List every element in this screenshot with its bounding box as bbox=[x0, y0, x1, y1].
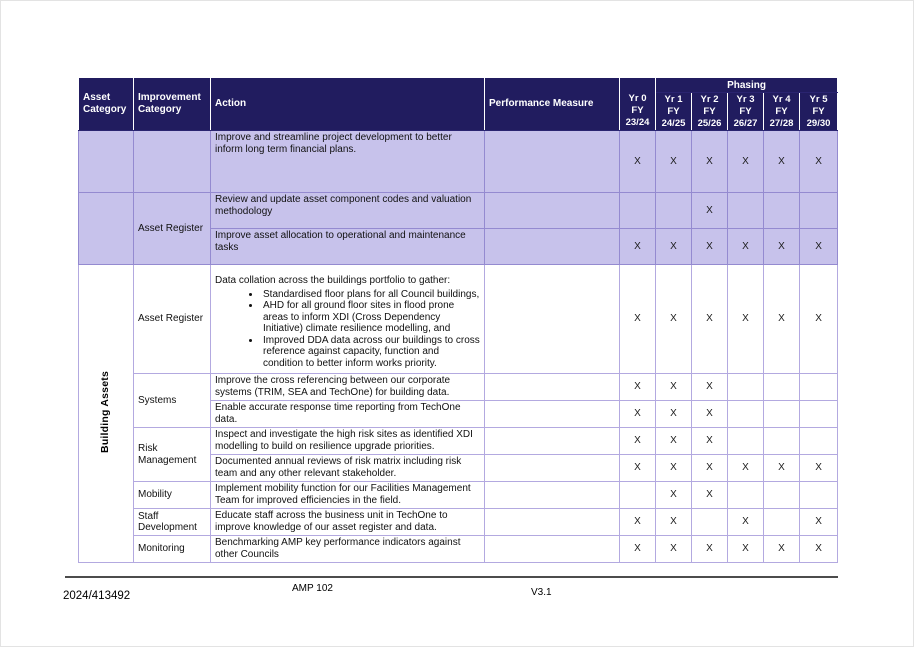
performance-measure-cell bbox=[485, 428, 620, 455]
year-label-line: Yr 2 bbox=[700, 93, 719, 105]
phasing-mark-cell: X bbox=[620, 265, 656, 374]
col-header-yr4 bbox=[764, 93, 800, 131]
phasing-mark-cell bbox=[764, 428, 800, 455]
action-cell: Improve asset allocation to operational and maintenance tasks bbox=[211, 229, 485, 265]
phasing-mark-cell: X bbox=[656, 509, 692, 536]
phasing-mark-cell: X bbox=[692, 455, 728, 482]
phasing-mark-cell: X bbox=[764, 265, 800, 374]
phasing-mark-cell bbox=[800, 428, 838, 455]
col-header-action: Action bbox=[211, 78, 485, 131]
col-header-yr3 bbox=[728, 93, 764, 131]
performance-measure-cell bbox=[485, 265, 620, 374]
performance-measure-cell bbox=[485, 131, 620, 193]
asset-category-cell-building-assets bbox=[79, 265, 134, 563]
asset-category-cell bbox=[79, 131, 134, 193]
improvement-category-cell: Mobility bbox=[134, 482, 211, 509]
phasing-mark-cell bbox=[728, 482, 764, 509]
action-cell: Inspect and investigate the high risk sites as identified XDI modelling to build on resilience upgrade priorities. bbox=[211, 428, 485, 455]
col-header-asset-category: Asset Category bbox=[79, 78, 134, 131]
col-header-yr0 bbox=[620, 78, 656, 131]
phasing-mark-cell: X bbox=[620, 455, 656, 482]
year-label-line: 26/27 bbox=[733, 117, 758, 129]
phasing-mark-cell: X bbox=[728, 509, 764, 536]
action-cell: Documented annual reviews of risk matrix including risk team and any other relevant stakeholder. bbox=[211, 455, 485, 482]
phasing-mark-cell bbox=[764, 374, 800, 401]
phasing-mark-cell bbox=[620, 482, 656, 509]
phasing-mark-cell bbox=[728, 401, 764, 428]
footer-rule bbox=[65, 576, 838, 578]
year-label-line: FY bbox=[739, 105, 752, 117]
year-label-line: FY bbox=[631, 105, 644, 116]
col-header-performance-measure: Performance Measure bbox=[485, 78, 620, 131]
phasing-mark-cell: X bbox=[656, 265, 692, 374]
year-label-line: FY bbox=[667, 105, 680, 117]
improvement-category-cell: Staff Development bbox=[134, 509, 211, 536]
year-label-line: 23/24 bbox=[625, 117, 650, 128]
year-label-line: FY bbox=[775, 105, 788, 117]
action-cell: Benchmarking AMP key performance indicators against other Councils bbox=[211, 536, 485, 563]
action-bullet-list bbox=[215, 289, 480, 370]
phasing-mark-cell: X bbox=[800, 455, 838, 482]
phasing-mark-cell: X bbox=[656, 401, 692, 428]
improvement-category-cell: Monitoring bbox=[134, 536, 211, 563]
footer-doc-number: 2024/413492 bbox=[63, 590, 131, 602]
phasing-mark-cell: X bbox=[764, 229, 800, 265]
phasing-mark-cell: X bbox=[620, 536, 656, 563]
performance-measure-cell bbox=[485, 229, 620, 265]
action-cell bbox=[211, 265, 485, 374]
footer-version: V3.1 bbox=[531, 587, 552, 598]
action-cell: Review and update asset component codes and valuation methodology bbox=[211, 193, 485, 229]
phasing-mark-cell: X bbox=[800, 229, 838, 265]
col-header-yr2 bbox=[692, 93, 728, 131]
year-label-line: FY bbox=[812, 105, 825, 117]
col-header-yr1 bbox=[656, 93, 692, 131]
phasing-mark-cell bbox=[800, 374, 838, 401]
improvement-category-cell: Asset Register bbox=[134, 265, 211, 374]
phasing-mark-cell bbox=[800, 482, 838, 509]
phasing-mark-cell: X bbox=[620, 374, 656, 401]
performance-measure-cell bbox=[485, 401, 620, 428]
phasing-mark-cell: X bbox=[656, 482, 692, 509]
phasing-mark-cell: X bbox=[692, 131, 728, 193]
year-label-line: Yr 3 bbox=[736, 93, 755, 105]
performance-measure-cell bbox=[485, 509, 620, 536]
phasing-mark-cell: X bbox=[620, 131, 656, 193]
action-cell: Improve and streamline project development to better inform long term financial plans. bbox=[211, 131, 485, 193]
phasing-mark-cell: X bbox=[800, 536, 838, 563]
building-assets-vertical-label: Building Assets bbox=[99, 370, 112, 453]
improvement-category-cell: Risk Management bbox=[134, 428, 211, 482]
phasing-mark-cell: X bbox=[692, 401, 728, 428]
improvement-category-cell: Systems bbox=[134, 374, 211, 428]
phasing-mark-cell bbox=[692, 509, 728, 536]
phasing-mark-cell: X bbox=[728, 455, 764, 482]
phasing-mark-cell: X bbox=[692, 428, 728, 455]
improvement-category-cell: Asset Register bbox=[134, 193, 211, 265]
phasing-mark-cell: X bbox=[656, 455, 692, 482]
year-label-line: 25/26 bbox=[697, 117, 722, 129]
performance-measure-cell bbox=[485, 455, 620, 482]
phasing-mark-cell bbox=[764, 401, 800, 428]
phasing-mark-cell bbox=[620, 193, 656, 229]
phasing-mark-cell bbox=[764, 482, 800, 509]
year-label-line: 24/25 bbox=[661, 117, 686, 129]
phasing-mark-cell: X bbox=[692, 193, 728, 229]
col-header-yr5 bbox=[800, 93, 838, 131]
year-label-line: Yr 0 bbox=[628, 93, 647, 104]
phasing-mark-cell: X bbox=[800, 131, 838, 193]
action-cell: Implement mobility function for our Facilities Management Team for improved efficiencies in the field. bbox=[211, 482, 485, 509]
phasing-mark-cell: X bbox=[620, 401, 656, 428]
year-label-line: Yr 1 bbox=[664, 93, 683, 105]
phasing-mark-cell bbox=[656, 193, 692, 229]
phasing-mark-cell: X bbox=[800, 265, 838, 374]
year-label-line: FY bbox=[703, 105, 716, 117]
action-bullet: • AHD for all ground floor sites in flood prone areas to inform XDI (Cross Dependency Initiative) climate resilience modelling, and bbox=[261, 300, 480, 335]
phasing-mark-cell: X bbox=[764, 536, 800, 563]
performance-measure-cell bbox=[485, 193, 620, 229]
phasing-mark-cell: X bbox=[728, 229, 764, 265]
phasing-mark-cell: X bbox=[620, 509, 656, 536]
phasing-mark-cell bbox=[764, 193, 800, 229]
phasing-mark-cell: X bbox=[692, 536, 728, 563]
phasing-mark-cell: X bbox=[692, 482, 728, 509]
phasing-mark-cell: X bbox=[728, 536, 764, 563]
phasing-mark-cell: X bbox=[692, 374, 728, 401]
phasing-mark-cell: X bbox=[800, 509, 838, 536]
action-cell: Improve the cross referencing between our corporate systems (TRIM, SEA and TechOne) for building data. bbox=[211, 374, 485, 401]
phasing-mark-cell bbox=[800, 193, 838, 229]
phasing-mark-cell: X bbox=[620, 428, 656, 455]
year-label-line: 29/30 bbox=[806, 117, 831, 129]
improvement-plan-table bbox=[78, 77, 838, 563]
phasing-mark-cell: X bbox=[764, 455, 800, 482]
phasing-mark-cell bbox=[728, 428, 764, 455]
improvement-category-cell bbox=[134, 131, 211, 193]
asset-category-cell bbox=[79, 193, 134, 265]
performance-measure-cell bbox=[485, 536, 620, 563]
phasing-mark-cell: X bbox=[728, 265, 764, 374]
phasing-mark-cell: X bbox=[656, 428, 692, 455]
phasing-mark-cell: X bbox=[692, 265, 728, 374]
year-label-line: 27/28 bbox=[769, 117, 794, 129]
col-header-phasing: Phasing bbox=[656, 78, 838, 93]
phasing-mark-cell bbox=[764, 509, 800, 536]
phasing-mark-cell: X bbox=[656, 131, 692, 193]
action-cell: Educate staff across the business unit in TechOne to improve knowledge of our asset register and data. bbox=[211, 509, 485, 536]
action-intro: Data collation across the buildings portfolio to gather: bbox=[215, 275, 451, 286]
phasing-mark-cell: X bbox=[728, 131, 764, 193]
action-bullet: • Standardised floor plans for all Council buildings, bbox=[261, 289, 480, 301]
phasing-mark-cell bbox=[800, 401, 838, 428]
phasing-mark-cell: X bbox=[656, 374, 692, 401]
action-bullet: • Improved DDA data across our buildings to cross reference against capacity, function and condition to better inform works priority. bbox=[261, 335, 480, 370]
phasing-mark-cell: X bbox=[764, 131, 800, 193]
phasing-mark-cell: X bbox=[692, 229, 728, 265]
phasing-mark-cell: X bbox=[620, 229, 656, 265]
footer-doc-code: AMP 102 bbox=[292, 583, 333, 594]
phasing-mark-cell bbox=[728, 193, 764, 229]
col-header-improvement-category: Improvement Category bbox=[134, 78, 211, 131]
action-cell: Enable accurate response time reporting from TechOne data. bbox=[211, 401, 485, 428]
performance-measure-cell bbox=[485, 374, 620, 401]
performance-measure-cell bbox=[485, 482, 620, 509]
year-label-line: Yr 4 bbox=[772, 93, 791, 105]
phasing-mark-cell: X bbox=[656, 536, 692, 563]
year-label-line: Yr 5 bbox=[809, 93, 828, 105]
phasing-mark-cell bbox=[728, 374, 764, 401]
phasing-mark-cell: X bbox=[656, 229, 692, 265]
